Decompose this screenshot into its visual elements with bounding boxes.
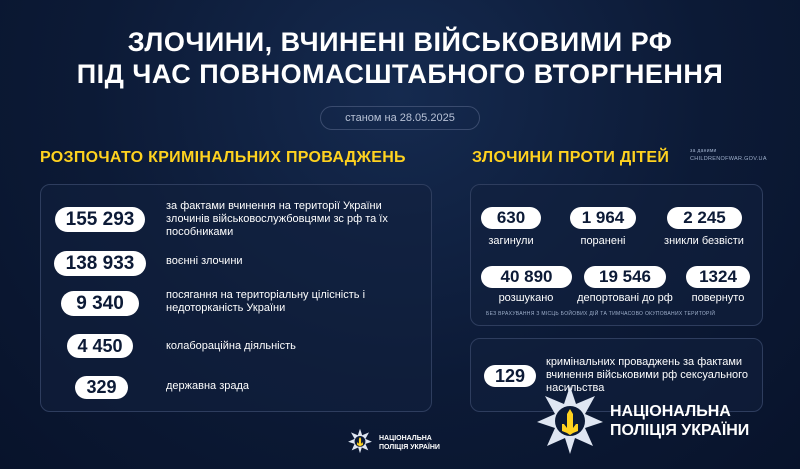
war-crimes-value: 138 933	[54, 251, 146, 276]
returned-value: 1324	[686, 266, 750, 288]
title-line-1: ЗЛОЧИНИ, ВЧИНЕНІ ВІЙСЬКОВИМИ РФ	[127, 27, 673, 57]
missing-label: зникли безвісти	[664, 235, 744, 247]
police-logo-text-small	[379, 434, 440, 452]
war-crimes-label: воєнні злочини	[166, 255, 243, 267]
deported-label: депортовані до рф	[577, 292, 673, 304]
police-star-small-icon	[347, 428, 373, 454]
treason-value: 329	[75, 376, 128, 399]
small-logo-line-2: ПОЛІЦІЯ УКРАЇНИ	[379, 444, 440, 451]
found-label: розшукано	[498, 292, 554, 304]
collaboration-label: колабораційна діяльність	[166, 340, 296, 352]
found-value: 40 890	[481, 266, 572, 288]
returned-label: повернуто	[691, 292, 745, 304]
territorial-integrity-value: 9 340	[61, 291, 139, 316]
police-emblem-small	[347, 428, 373, 454]
police-logo-line-2: ПОЛІЦІЯ УКРАЇНИ	[610, 422, 750, 439]
proceedings-total-label: за фактами вчинення на території України злочинів військовослужбовцями зс рф та їх пособниками	[166, 200, 388, 238]
killed-label: загинули	[488, 235, 534, 247]
injured-value: 1 964	[570, 207, 636, 229]
collaboration-value: 4 450	[67, 334, 133, 358]
title-line-2: ПІД ЧАС ПОВНОМАСШТАБНОГО ВТОРГНЕННЯ	[76, 59, 724, 89]
criminal-proceedings-title: РОЗПОЧАТО КРИМІНАЛЬНИХ ПРОВАДЖЕНЬ	[40, 149, 406, 166]
page-title	[0, 26, 800, 90]
children-stats-panel	[470, 184, 763, 326]
sexual-violence-value: 129	[484, 365, 536, 387]
territorial-integrity-label: посягання на територіальну цілісність і недоторканість України	[166, 289, 366, 314]
killed-value: 630	[481, 207, 541, 229]
source-label: за даними	[690, 148, 717, 154]
police-logo-line-1: НАЦІОНАЛЬНА	[610, 403, 731, 420]
proceedings-total-value: 155 293	[55, 207, 145, 232]
stats-footnote: БЕЗ ВРАХУВАННЯ З МІСЦЬ БОЙОВИХ ДІЙ ТА ТИМЧАСОВО ОКУПОВАНИХ ТЕРИТОРІЙ	[486, 311, 716, 317]
small-logo-line-1: НАЦІОНАЛЬНА	[379, 435, 432, 442]
injured-label: поранені	[580, 235, 626, 247]
date-badge: станом на 28.05.2025	[320, 106, 480, 130]
police-emblem-large	[535, 384, 605, 456]
source-site: CHILDRENOFWAR.GOV.UA	[690, 156, 767, 162]
police-logo-text-large	[610, 402, 749, 440]
police-star-icon	[535, 384, 605, 456]
treason-label: державна зрада	[166, 380, 250, 392]
crimes-against-children-title: ЗЛОЧИНИ ПРОТИ ДІТЕЙ	[472, 149, 670, 166]
deported-value: 19 546	[584, 266, 666, 288]
missing-value: 2 245	[667, 207, 742, 229]
sexual-violence-label: кримінальних проваджень за фактами вчинення військовими рф сексуального насильства	[546, 356, 749, 394]
